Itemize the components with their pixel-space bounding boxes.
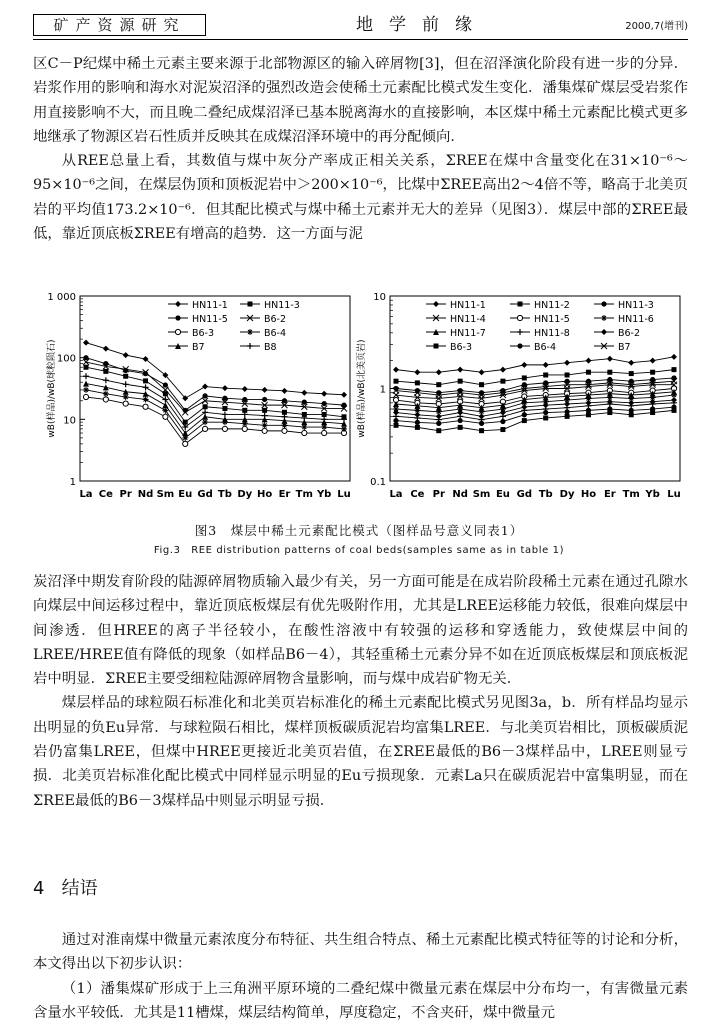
data-point: [143, 404, 148, 409]
data-point: [143, 384, 149, 390]
y-tick-label: 100: [56, 353, 76, 365]
x-tick-label: Dy: [237, 489, 253, 500]
x-tick-label: Nd: [452, 489, 468, 500]
data-point: [341, 392, 347, 398]
section-number: 4: [33, 878, 45, 899]
data-point: [522, 412, 527, 417]
text-block-bottom: [33, 570, 688, 813]
data-point: [163, 382, 168, 387]
x-tick-label: Tb: [538, 489, 553, 500]
x-tick-label: Ce: [410, 489, 425, 500]
data-point: [543, 415, 548, 420]
data-point: [83, 340, 89, 346]
paragraph: 炭沼泽中期发育阶段的陆源碎屑物质输入最少有关，另一方面可能是在成岩阶段稀土元素在通过孔隙水向煤层中间运移过程中，靠近顶底板煤层有优先吸附作用，尤其是LREE运移能力较低，很难向煤层中间渗透．但HREE的离子半径较小，在酸性溶液中有较强的运移和穿透能力，致使煤层中间的LREE/HREE值有降低的现象（如样品B6－4），其轻重稀土元素分异不如在近顶底板煤层和顶底板泥岩中明显．ΣREE主要受细粒陆源碎屑物含量影响，而与煤中成岩矿物无关．: [33, 574, 688, 688]
x-tick-label: Dy: [559, 489, 575, 500]
journal-title: 地学前缘: [356, 15, 488, 35]
section-title: 结语: [61, 878, 98, 899]
data-point: [586, 412, 591, 417]
y-tick-label: 0.1: [370, 477, 386, 488]
paragraph: 煤层样品的球粒陨石标准化和北美页岩标准化的稀土元素配比模式另见图3a，b．所有样品均显示出明显的负Eu异常．与球粒陨石相比，煤样顶板碳质泥岩均富集LREE．与北美页岩相比，顶板碳质泥岩仍富集LREE，但煤中HREE更接近北美页岩值，在ΣREE最低的B6－3煤样品中，LREE则显亏损．北美页岩标准化配比模式中同样显示明显的Eu亏损现象．元素La只在碳质泥岩中富集明显，而在ΣREE最低的B6－3煤样品中则显示明显亏损．: [33, 695, 688, 809]
legend-label: HN11-5: [192, 314, 228, 325]
data-point: [123, 381, 129, 387]
data-point: [672, 367, 677, 372]
legend-label: B6-2: [264, 314, 287, 325]
data-point: [322, 430, 327, 435]
data-point: [607, 406, 612, 411]
data-point: [83, 387, 89, 393]
legend-label: HN11-3: [618, 300, 654, 311]
data-point: [302, 400, 307, 405]
data-point: [586, 408, 591, 413]
data-point: [650, 406, 655, 411]
x-tick-label: Gd: [197, 489, 213, 500]
data-point: [262, 422, 268, 428]
x-tick-label: Sm: [156, 489, 175, 500]
legend: [168, 300, 300, 353]
legend-label: B7: [192, 342, 205, 353]
data-point: [103, 377, 109, 383]
paragraph: （1）潘集煤矿形成于上三角洲平原环境的二叠纪煤中微量元素在煤层中分布均一，有害微量元素含量水平较低．尤其是11槽煤，煤层结构简单，厚度稳定，不含夹矸，煤中微量元: [33, 980, 688, 1021]
data-point: [543, 362, 549, 368]
data-point: [247, 343, 253, 349]
data-point: [433, 301, 439, 307]
data-point: [415, 420, 420, 425]
legend-label: B6-3: [450, 342, 473, 353]
data-point: [321, 391, 327, 397]
data-point: [607, 370, 612, 375]
data-point: [262, 387, 268, 393]
paragraph: 区C－P纪煤中稀土元素主要来源于北部物源区的输入碎屑物[3]，但在沼泽演化阶段有进一步的分异．岩浆作用的影响和海水对泥炭沼泽的强烈改造会使稀土元素配比模式发生变化．潘集煤矿煤层受岩浆作用直接影响不大，而且晚二叠纪成煤沼泽已基本脱离海水的直接影响，本区煤中稀土元素配比模式更多地继承了物源区岩石性质并反映其在成煤沼泽环境中的再分配倾向．: [33, 56, 688, 145]
legend-label: B6-4: [264, 328, 287, 339]
series-B6-2: [393, 397, 677, 419]
data-point: [242, 386, 248, 392]
data-point: [83, 373, 89, 379]
data-point: [415, 425, 420, 430]
data-point: [521, 404, 527, 410]
data-point: [628, 400, 634, 406]
data-point: [585, 400, 591, 406]
data-point: [500, 379, 505, 384]
data-point: [222, 426, 227, 431]
data-point: [83, 355, 88, 360]
data-point: [517, 329, 523, 335]
series-HN11-1: [83, 340, 347, 402]
legend-label: HN11-2: [534, 300, 570, 311]
data-point: [322, 401, 327, 406]
y-axis-label: wB(样品)/wB(北美页岩): [357, 339, 367, 438]
x-tick-label: Yb: [645, 489, 660, 500]
legend-label: B6-2: [618, 328, 641, 339]
data-point: [414, 412, 420, 418]
data-point: [671, 397, 677, 403]
data-point: [601, 329, 607, 335]
x-tick-label: Eu: [495, 489, 510, 500]
data-point: [393, 367, 399, 373]
data-point: [322, 412, 327, 417]
legend-label: HN11-4: [450, 314, 486, 325]
x-tick-label: La: [79, 489, 93, 500]
data-point: [175, 301, 181, 307]
data-point: [321, 416, 327, 422]
data-point: [202, 393, 207, 398]
data-point: [500, 367, 506, 373]
legend-label: HN11-6: [618, 314, 654, 325]
data-point: [650, 370, 655, 375]
data-point: [222, 406, 227, 411]
journal-section-box: 矿产资源研究: [33, 14, 206, 36]
data-point: [394, 379, 399, 384]
data-point: [242, 426, 247, 431]
data-point: [123, 352, 129, 358]
data-point: [436, 413, 442, 419]
data-point: [103, 369, 108, 374]
data-point: [175, 329, 180, 334]
data-point: [123, 394, 129, 400]
data-point: [436, 428, 441, 433]
text-block-top: [33, 52, 688, 246]
x-tick-label: Tm: [622, 489, 640, 500]
data-point: [434, 344, 439, 349]
data-point: [202, 384, 208, 390]
data-point: [564, 360, 570, 366]
data-point: [565, 414, 570, 419]
x-tick-label: Eu: [178, 489, 193, 500]
data-point: [393, 418, 398, 423]
header-rule: [33, 39, 688, 40]
legend-label: HN11-5: [534, 314, 570, 325]
y-tick-label: 1 000: [47, 292, 76, 303]
x-tick-label: Ho: [256, 489, 273, 500]
data-point: [629, 371, 634, 376]
data-point: [436, 382, 441, 387]
y-tick-label: 1: [379, 384, 386, 396]
x-tick-label: Er: [603, 489, 616, 500]
x-tick-label: Gd: [516, 489, 532, 500]
data-point: [458, 418, 463, 423]
data-point: [436, 421, 441, 426]
data-point: [415, 380, 420, 385]
x-tick-label: Sm: [472, 489, 491, 500]
data-point: [103, 397, 108, 402]
data-point: [302, 430, 307, 435]
data-point: [629, 412, 634, 417]
data-point: [671, 354, 677, 360]
x-tick-label: Ce: [98, 489, 113, 500]
legend: [426, 300, 654, 353]
y-tick-label: 1: [69, 477, 76, 488]
data-point: [262, 428, 267, 433]
x-tick-label: Lu: [337, 489, 351, 500]
data-point: [84, 365, 89, 370]
series-HN11-1: [393, 354, 677, 375]
section-heading: [33, 874, 98, 900]
data-point: [262, 413, 268, 419]
data-point: [103, 346, 109, 352]
data-point: [458, 425, 463, 430]
data-point: [247, 329, 253, 335]
page-header: [33, 14, 688, 38]
data-point: [123, 401, 128, 406]
data-point: [282, 398, 287, 403]
data-point: [436, 369, 442, 375]
x-tick-label: Er: [278, 489, 291, 500]
data-point: [282, 428, 287, 433]
data-point: [123, 374, 128, 379]
data-point: [585, 358, 591, 364]
x-tick-label: La: [389, 489, 403, 500]
data-point: [458, 379, 463, 384]
data-point: [394, 423, 399, 428]
y-tick-label: 10: [373, 292, 386, 303]
data-point: [262, 408, 267, 413]
data-point: [479, 382, 484, 387]
y-axis-label: wB(样品)/wB(球粒陨石): [47, 339, 57, 438]
legend-label: HN11-1: [450, 300, 486, 311]
data-point: [83, 394, 88, 399]
data-point: [586, 370, 591, 375]
data-point: [522, 418, 527, 423]
data-point: [163, 414, 168, 419]
x-tick-label: Pr: [119, 489, 132, 500]
data-point: [517, 343, 522, 348]
data-point: [457, 367, 463, 373]
x-tick-label: Tb: [217, 489, 232, 500]
chart-shale-normalized: [357, 290, 690, 505]
data-point: [281, 388, 287, 394]
legend-label: HN11-1: [192, 300, 228, 311]
legend-label: B7: [618, 342, 631, 353]
data-point: [607, 356, 613, 362]
legend-label: HN11-3: [264, 300, 300, 311]
legend-label: HN11-7: [450, 328, 486, 339]
x-tick-label: Lu: [667, 489, 681, 500]
data-point: [301, 390, 307, 396]
data-point: [479, 369, 485, 375]
x-tick-label: Yb: [316, 489, 332, 500]
paragraph: 通过对淮南煤中微量元素浓度分布特征、共生组合特点、稀土元素配比模式特征等的讨论和分析，本文得出以下初步认识：: [33, 932, 688, 973]
data-point: [103, 361, 108, 366]
data-point: [650, 358, 656, 364]
data-point: [262, 397, 267, 402]
data-point: [248, 302, 253, 307]
data-point: [414, 369, 420, 375]
chart-chondrite-normalized: [40, 290, 360, 505]
data-point: [202, 426, 207, 431]
legend-label: B6-3: [192, 328, 215, 339]
figure-caption-en: Fig.3 REE distribution patterns of coal beds(samples same as in table 1): [153, 545, 565, 556]
x-tick-label: Ho: [580, 489, 597, 500]
legend-label: HN11-8: [534, 328, 570, 339]
legend-label: B6-4: [534, 342, 557, 353]
data-point: [479, 428, 484, 433]
data-point: [565, 372, 570, 377]
data-point: [601, 315, 607, 321]
data-point: [103, 391, 109, 397]
data-point: [183, 441, 188, 446]
data-point: [500, 427, 505, 432]
x-tick-label: Pr: [432, 489, 445, 500]
paragraph: 从REE总量上看，其数值与煤中灰分产率成正相关关系，ΣREE在煤中含量变化在31×10⁻⁶～95×10⁻⁶之间，在煤层伪顶和顶板泥岩中＞200×10⁻⁶，比煤中ΣREE高出2～4倍不等，略高于北美页岩的平均值173.2×10⁻⁶．但其配比模式与煤中稀土元素并无大的差异（见图3）．煤层中部的ΣREE最低，靠近顶底板ΣREE有增高的趋势．这一方面与泥: [33, 153, 688, 243]
text-block-end: [33, 928, 688, 1025]
data-point: [543, 372, 548, 377]
data-point: [601, 301, 606, 306]
legend-label: B8: [264, 342, 277, 353]
y-tick-label: 10: [63, 415, 76, 427]
x-tick-label: Tm: [295, 489, 313, 500]
data-point: [222, 411, 228, 417]
data-point: [517, 315, 522, 320]
issue-label: 2000,7(增刊): [625, 21, 688, 32]
data-point: [222, 385, 228, 391]
data-point: [143, 378, 148, 383]
data-point: [628, 360, 634, 366]
data-point: [671, 404, 676, 409]
data-point: [500, 419, 505, 424]
data-point: [479, 413, 485, 419]
data-point: [522, 375, 527, 380]
figure-caption-cn: 图3 煤层中稀土元素配比模式（图样品号意义同表1）: [194, 523, 524, 538]
data-point: [203, 404, 208, 409]
data-point: [175, 315, 180, 320]
data-point: [564, 409, 569, 414]
series-B7: [83, 381, 347, 436]
data-point: [543, 410, 548, 415]
data-point: [521, 362, 527, 368]
data-point: [629, 408, 634, 413]
data-point: [143, 396, 149, 402]
x-tick-label: Nd: [137, 489, 154, 500]
data-point: [518, 302, 523, 307]
data-point: [479, 421, 484, 426]
